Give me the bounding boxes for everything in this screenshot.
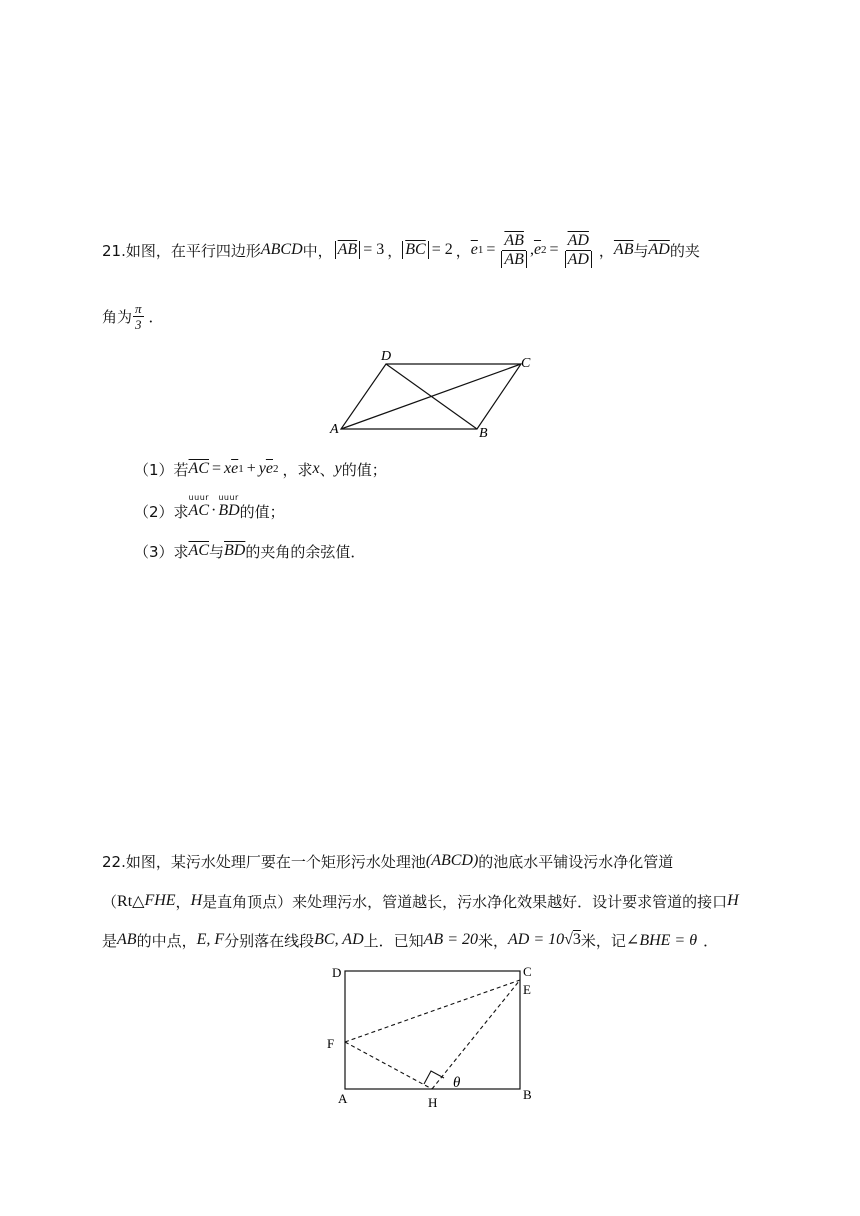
p21-abs-bc: $\overline{BC}$ [402,241,428,259]
p22-line3-mi1: 米， [477,931,508,950]
p21-label-a: A [330,422,339,437]
p21-angle-fraction [133,301,144,332]
p22-line3-angle: ∠BHE = θ [625,932,698,949]
p21-comma3: ， [598,241,614,260]
p21-q2-artifact1: uuur [188,493,210,502]
p22-label-h: H [428,1095,438,1110]
p22-line2-b: ， [175,892,191,911]
p22-line1-paren: (ABCD) [425,852,479,869]
p22-label-c: C [523,964,532,979]
p21-sep: , [529,241,534,258]
p22-line2-rt: Rt△ [117,893,145,910]
p21-q2-artifact2: uuur [218,493,239,502]
p22-label-e: E [523,982,531,997]
p22-segment-he [432,980,520,1089]
p22-line1 [102,848,673,874]
p22-line3-eq1: AB = 20 [423,931,478,948]
p22-segment-fe [345,980,520,1042]
p21-comma1: ， [387,241,403,260]
p22-line2 [102,888,739,914]
p21-label-c: C [521,356,531,371]
p22-line3 [102,926,718,954]
p22-label-b: B [523,1087,532,1102]
p22-line3-end: ． [703,931,719,950]
p22-line1-b: 的池底水平铺设污水净化管道 [478,852,674,871]
p22-line3-c: 分别落在线段 [224,931,315,950]
p21-q3-yu: 与 [209,542,225,561]
p21-e2: $\overline{e}$ [533,241,542,258]
p22-line3-d: 上．已知 [363,931,424,950]
p22-line2-fhe: FHE [144,892,176,909]
p21-q1-vec: $\overline{AC}$ [188,460,209,477]
p21-head: 21.如图，在平行四边形 [102,241,261,260]
p21-q3-v1: $\overline{AC}$ [188,542,209,559]
p22-line3-mi2: 米，记 [580,931,626,950]
p22-label-theta: θ [453,1075,461,1091]
p21-vec-ad: $\overline{AD}$ [648,241,670,258]
p21-q3-v2: $\overline{BD}$ [224,542,246,559]
p21-q1-prefix: （1）若 [134,460,189,479]
p21-comma2: ， [455,241,471,260]
p21-q2-prefix: （2）求 [134,502,189,521]
p22-label-d: D [332,965,342,980]
p21-q1-plus: + [246,460,256,477]
p21-e2-sub: 2 [541,244,547,256]
p22-line3-ef: E, F [196,931,225,948]
p21-angle-den: 3 [135,316,142,332]
p21-tail: 的夹 [669,241,700,260]
p21-e2-fraction [563,232,594,269]
p21-e1-num: $\overline{AB}$ [504,231,524,249]
p21-line2 [102,298,164,334]
p21-line2-text: 角为 [102,307,133,326]
p21-line1 [102,232,700,268]
p21-eq1: = [486,241,496,258]
p21-q3-prefix: （3）求 [134,542,189,561]
p21-vec-ab: $\overline{AB}$ [613,241,634,258]
p22-line2-a: （ [102,892,118,911]
p21-q1-x: x [224,460,232,477]
p22-rectangle-figure [320,962,545,1112]
p22-segment-fh [345,1042,432,1089]
p21-angle-num: π [135,300,142,316]
p21-e2-num: $\overline{AD}$ [567,231,589,249]
p21-period: ． [148,307,164,326]
p22-line3-bcad: BC, AD [314,931,364,948]
p22-line2-h: H [190,892,203,909]
p21-label-d: D [381,349,392,364]
p21-e1-fraction [499,232,529,269]
p21-e2-den: AD [565,251,592,268]
p22-line1-a: 22.如图，某污水处理厂要在一个矩形污水处理池 [102,852,426,871]
p22-label-a: A [338,1091,348,1106]
p22-line3-eq2l: AD = 10 [508,931,565,948]
p21-q2-dot: · [211,502,217,519]
p21-q2-v2-wrap [218,493,240,520]
p22-line2-c: 是直角顶点）来处理污水，管道越长，污水净化效果越好．设计要求管道的接口 [202,892,728,911]
p21-q2-v2: BD [218,502,240,519]
p21-ab-val: = 3 [363,241,385,258]
p21-q2 [134,493,285,524]
p22-line3-sqrt: 3 [572,931,581,948]
p21-q1-y: y [258,460,266,477]
p21-parallelogram-figure [325,345,535,440]
p21-label-b: B [479,426,488,440]
p21-e1-sub: 1 [477,244,484,256]
p21-q1-mid: ，求 [282,460,313,479]
p21-q1-yv: y [334,460,342,477]
p21-e1: $\overline{e}$ [470,241,478,258]
p22-sqrt-sign: √ [564,931,573,948]
p21-e1-den: AB [501,251,527,268]
p21-q2-v1: AC [188,502,209,519]
p21-q1 [134,456,387,482]
p22-label-f: F [327,1036,335,1051]
p22-line3-a: 是 [102,931,118,950]
p21-parallelogram: ABCD [260,241,303,258]
p22-line3-ab: AB [117,931,137,948]
p21-yu: 与 [633,241,649,260]
p21-q1-suffix: 的值； [341,460,387,479]
p21-q1-eq: = [212,460,222,477]
p21-q1-e2: $\overline{e}$ [265,460,273,477]
p21-q1-e1: $\overline{e}$ [231,460,239,477]
p22-line2-h2: H [727,892,739,909]
p21-q1-e1-sub: 1 [238,463,244,475]
p21-q1-xv: x [312,460,320,477]
p21-q1-e2-sub: 2 [273,463,279,475]
p21-eq2: = [549,241,559,258]
p21-q2-v1-wrap [188,493,210,520]
p21-zhong: 中， [302,241,333,260]
p21-bc-val: = 2 [431,241,453,258]
p21-q3-suffix: 的夹角的余弦值． [245,542,366,561]
p21-diagonal-bd [386,364,477,429]
p21-q3 [134,538,365,564]
p21-abs-ab: $\overline{AB}$ [335,241,361,259]
p21-q1-dun: 、 [319,460,335,479]
p21-q2-suffix: 的值； [239,502,285,521]
p22-line3-b: 的中点， [136,931,197,950]
